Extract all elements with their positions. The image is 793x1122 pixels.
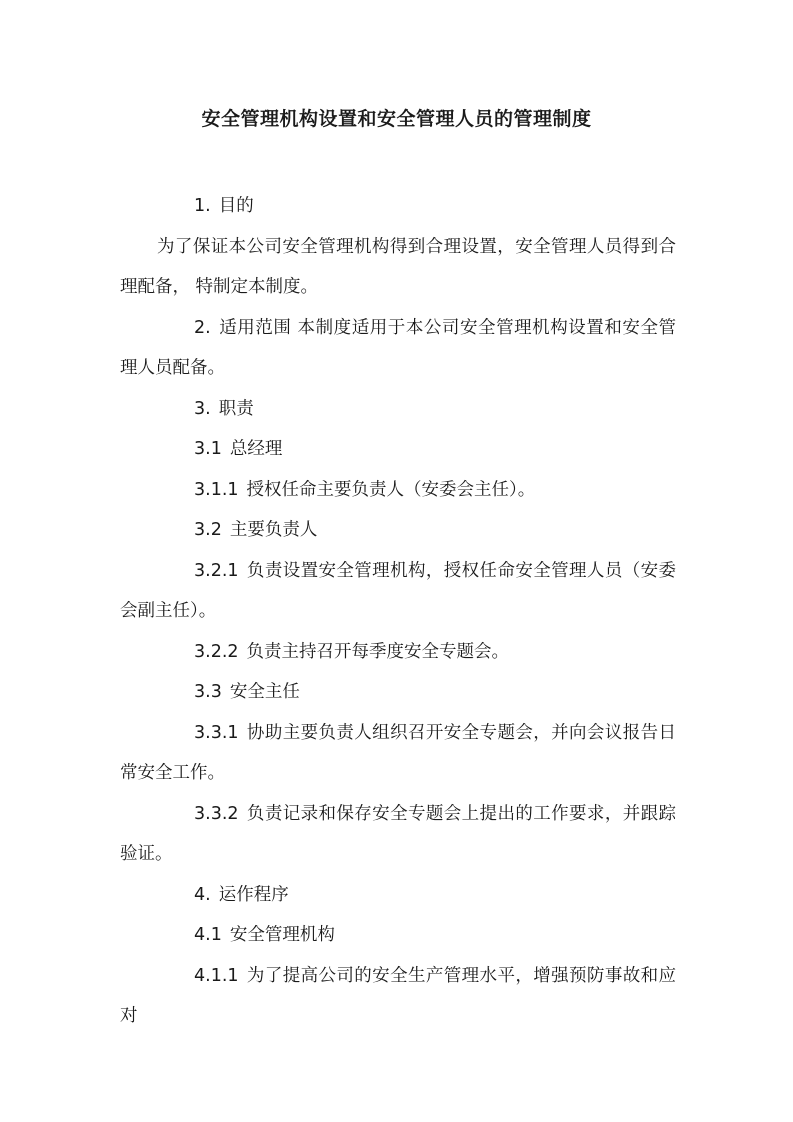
section-text: 运作程序 bbox=[218, 884, 289, 905]
section-text: 协助主要负责人组织召开安全专题会，并向会议报告日常安全工作。 bbox=[120, 722, 676, 783]
section-heading bbox=[120, 186, 676, 227]
section-text: 安全管理机构 bbox=[229, 925, 335, 945]
section-number: 3.2 bbox=[194, 520, 222, 540]
section-text: 授权任命主要负责人（安委会主任）。 bbox=[246, 479, 536, 500]
clause bbox=[120, 956, 676, 1037]
section-text: 安全主任 bbox=[229, 682, 300, 702]
section-heading bbox=[120, 875, 676, 916]
subsection-heading bbox=[120, 915, 676, 956]
section-number: 3.3 bbox=[194, 682, 222, 702]
section-number: 3.3.2 bbox=[194, 803, 239, 824]
subsection-heading bbox=[120, 672, 676, 713]
clause bbox=[120, 632, 676, 673]
section-number: 3.2.1 bbox=[194, 560, 239, 581]
section-heading bbox=[120, 389, 676, 430]
clause bbox=[120, 794, 676, 875]
section-number: 3. bbox=[194, 398, 211, 419]
section-number: 1. bbox=[194, 196, 211, 216]
clause bbox=[120, 713, 676, 794]
section-text: 职责 bbox=[218, 398, 254, 419]
paragraph bbox=[120, 227, 676, 308]
document-title: 安全管理机构设置和安全管理人员的管理制度 bbox=[201, 108, 592, 130]
section-number: 2. bbox=[194, 317, 211, 338]
section-number: 4.1 bbox=[194, 925, 222, 945]
subsection-heading bbox=[120, 429, 676, 470]
subsection-heading bbox=[120, 510, 676, 551]
section-number: 3.2.2 bbox=[194, 641, 239, 662]
section-text: 负责记录和保存安全专题会上提出的工作要求，并跟踪验证。 bbox=[120, 803, 676, 864]
section-text: 适用范围 本制度适用于本公司安全管理机构设置和安全管理人员配备。 bbox=[120, 317, 676, 378]
section-number: 3.1.1 bbox=[194, 479, 239, 500]
section-number: 3.1 bbox=[194, 439, 222, 459]
section-text: 为了提高公司的安全生产管理水平，增强预防事故和应对 bbox=[120, 965, 676, 1026]
section-number: 4. bbox=[194, 884, 211, 905]
section-text: 负责主持召开每季度安全专题会。 bbox=[246, 641, 510, 662]
section-text: 总经理 bbox=[229, 439, 283, 459]
clause bbox=[120, 551, 676, 632]
section-text: 负责设置安全管理机构，授权任命安全管理人员（安委会副主任）。 bbox=[120, 560, 676, 621]
section-heading bbox=[120, 308, 676, 389]
paragraph-text: 为了保证本公司安全管理机构得到合理设置，安全管理人员得到合理配备， 特制定本制度。 bbox=[120, 236, 676, 297]
section-number: 3.3.1 bbox=[194, 722, 239, 743]
document-body bbox=[120, 186, 676, 1037]
clause bbox=[120, 470, 676, 511]
section-text: 目的 bbox=[218, 196, 254, 216]
section-number: 4.1.1 bbox=[194, 965, 239, 986]
section-text: 主要负责人 bbox=[229, 520, 318, 540]
